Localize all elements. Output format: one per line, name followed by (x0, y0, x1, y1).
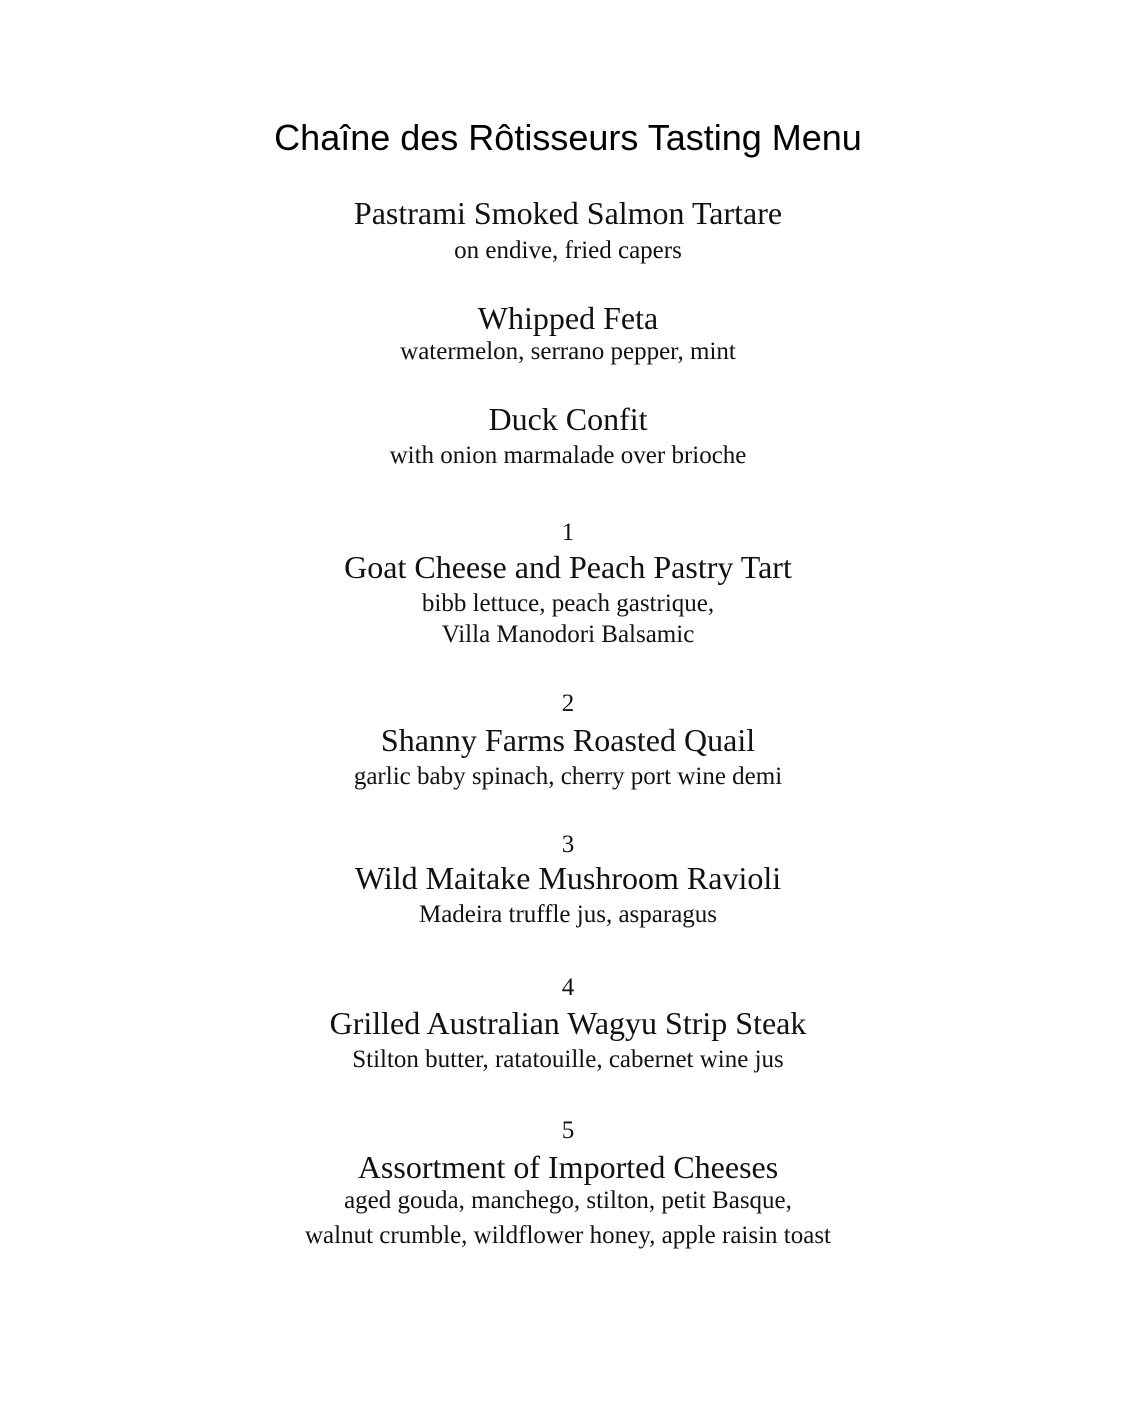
course-number: 5 (561, 1117, 575, 1144)
dish-description: watermelon, serrano pepper, mint (400, 338, 736, 365)
course-number: 4 (561, 974, 575, 1001)
course-name: Goat Cheese and Peach Pastry Tart (344, 549, 792, 585)
course-name: Wild Maitake Mushroom Ravioli (354, 860, 782, 896)
course-description: walnut crumble, wildflower honey, apple raisin toast (304, 1222, 831, 1249)
course-name: Grilled Australian Wagyu Strip Steak (329, 1005, 807, 1041)
dish-name: Pastrami Smoked Salmon Tartare (353, 195, 783, 231)
course-description: aged gouda, manchego, stilton, petit Basque, (344, 1187, 792, 1214)
dish-description: on endive, fried capers (454, 237, 682, 264)
course-name: Assortment of Imported Cheeses (357, 1149, 779, 1185)
course-number: 2 (561, 690, 575, 717)
dish-name: Whipped Feta (477, 300, 659, 336)
dish-description: with onion marmalade over brioche (389, 442, 747, 469)
course-number: 3 (561, 831, 575, 858)
course-description: Villa Manodori Balsamic (441, 621, 695, 648)
course-name: Shanny Farms Roasted Quail (380, 722, 756, 758)
dish-name: Duck Confit (488, 401, 648, 437)
course-number: 1 (561, 519, 575, 546)
course-description: bibb lettuce, peach gastrique, (421, 590, 715, 617)
course-description: garlic baby spinach, cherry port wine demi (353, 763, 783, 790)
course-description: Madeira truffle jus, asparagus (418, 901, 718, 928)
course-description: Stilton butter, ratatouille, cabernet wine jus (352, 1046, 784, 1073)
menu-title: Chaîne des Rôtisseurs Tasting Menu (274, 117, 862, 158)
